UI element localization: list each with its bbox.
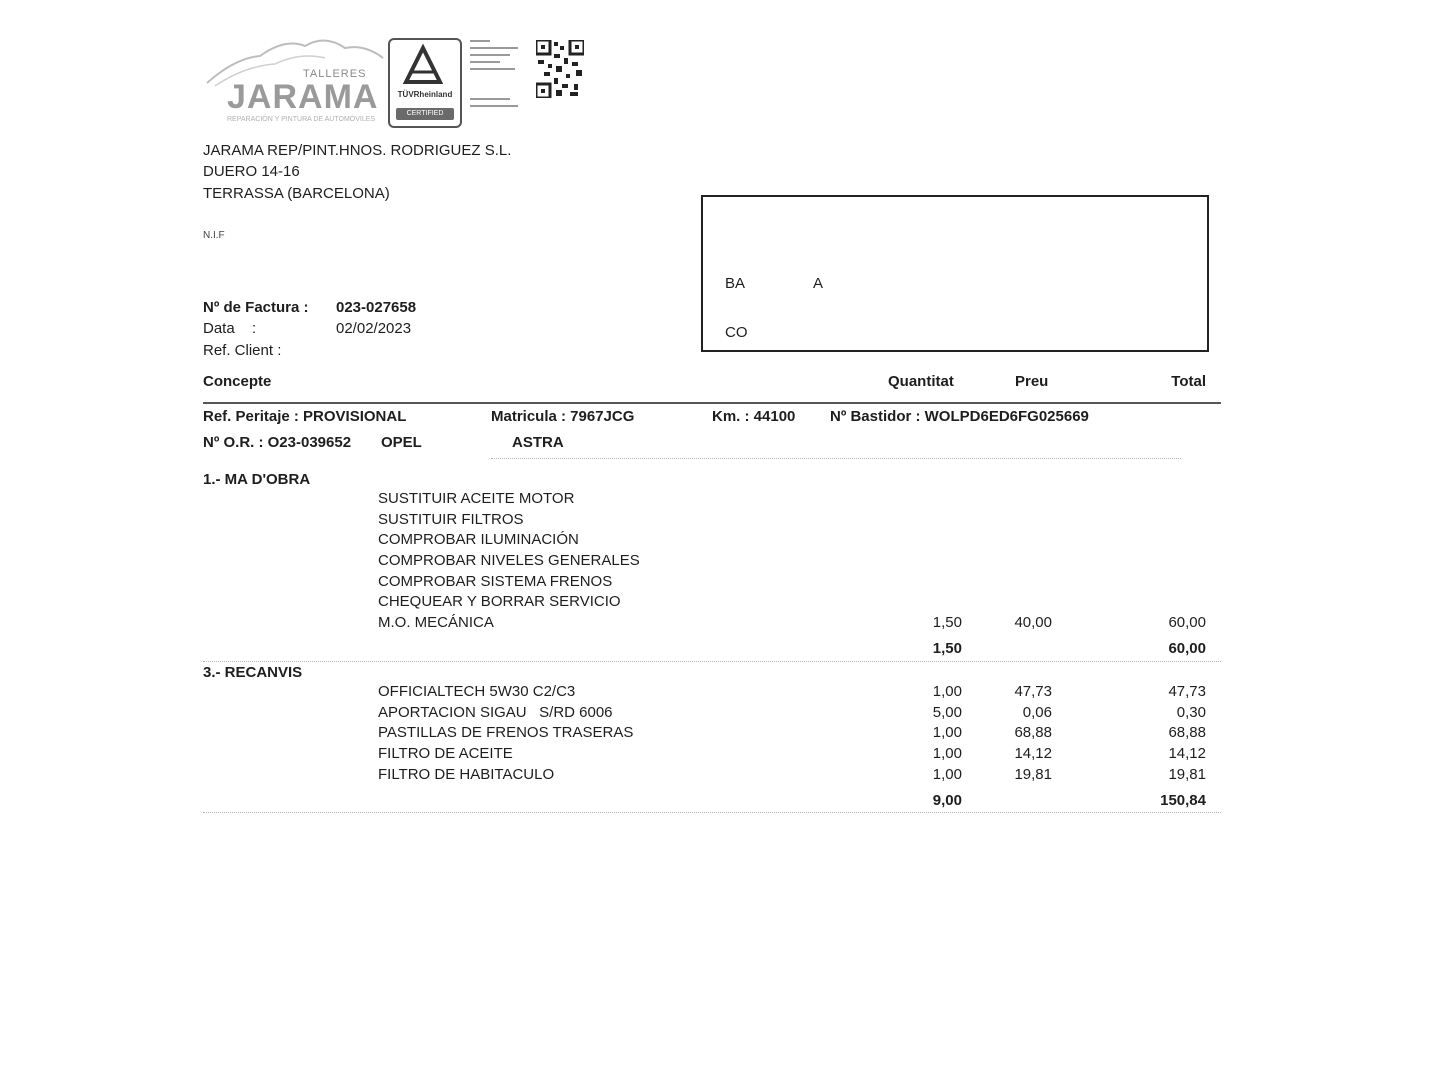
company-city: TERRASSA (BARCELONA) [203, 185, 390, 202]
client-ref-label: Ref. Client : [203, 342, 282, 359]
header-concept: Concepte [203, 373, 272, 390]
company-name: JARAMA REP/PINT.HNOS. RODRIGUEZ S.L. [203, 142, 512, 159]
logo-brand: JARAMA [227, 78, 379, 116]
part-qty: 1,00 [932, 745, 962, 762]
parts-subtotal-qty: 9,00 [932, 792, 962, 809]
vehicle-divider [491, 458, 1181, 459]
license-plate: Matricula : 7967JCG [491, 408, 635, 425]
invoice-date-colon: : [252, 320, 257, 337]
section-labour-title: 1.- MA D'OBRA [203, 471, 311, 488]
invoice-number-label: Nº de Factura : [203, 299, 309, 316]
part-desc: APORTACION SIGAU S/RD 6006 [378, 704, 613, 721]
invoice-date-label: Data [203, 320, 235, 337]
vehicle-make: OPEL [381, 434, 422, 451]
section-parts-title: 3.- RECANVIS [203, 664, 303, 681]
header-rule [203, 402, 1221, 404]
labour-total: 60,00 [1168, 614, 1206, 631]
certification-fine-print [470, 40, 530, 112]
header-price: Preu [1015, 373, 1049, 390]
repair-order: Nº O.R. : O23-039652 [203, 434, 352, 451]
part-desc: PASTILLAS DE FRENOS TRASERAS [378, 724, 634, 741]
labour-qty: 1,50 [932, 614, 962, 631]
certification-badge [388, 38, 462, 128]
labour-price: 40,00 [1014, 614, 1052, 631]
header-total: Total [1171, 373, 1206, 390]
client-city-start: BA [725, 275, 746, 292]
labour-line: COMPROBAR SISTEMA FRENOS [378, 573, 613, 590]
labour-subtotal-qty: 1,50 [932, 640, 962, 657]
vin-number: Nº Bastidor : WOLPD6ED6FG025669 [830, 408, 1089, 425]
part-qty: 1,00 [932, 766, 962, 783]
qr-code [536, 40, 584, 98]
part-desc: OFFICIALTECH 5W30 C2/C3 [378, 683, 576, 700]
part-total: 14,12 [1168, 745, 1206, 762]
triangle-icon [390, 42, 456, 90]
part-desc: FILTRO DE ACEITE [378, 745, 513, 762]
part-qty: 1,00 [932, 683, 962, 700]
labour-line: SUSTITUIR FILTROS [378, 511, 524, 528]
badge-bar: CERTIFIED [396, 108, 454, 120]
section1-divider [203, 661, 1221, 662]
expert-ref: Ref. Peritaje : PROVISIONAL [203, 408, 407, 425]
labour-line: SUSTITUIR ACEITE MOTOR [378, 490, 575, 507]
mileage: Km. : 44100 [712, 408, 796, 425]
part-qty: 1,00 [932, 724, 962, 741]
client-address-box [701, 195, 1209, 352]
logo-subtitle: TALLERES [303, 68, 367, 80]
part-price: 19,81 [1014, 766, 1052, 783]
invoice-number: 023-027658 [336, 299, 417, 316]
client-city-end: A [813, 275, 824, 292]
client-code: CO [725, 324, 748, 341]
logo-tagline: REPARACIÓN Y PINTURA DE AUTOMÓVILES [227, 116, 376, 123]
part-total: 68,88 [1168, 724, 1206, 741]
part-total: 47,73 [1168, 683, 1206, 700]
company-street: DUERO 14-16 [203, 163, 300, 180]
company-nif: N.I.F [203, 230, 225, 241]
badge-label: TÜVRheinland [397, 90, 453, 99]
part-total: 19,81 [1168, 766, 1206, 783]
labour-line: COMPROBAR ILUMINACIÓN [378, 531, 579, 548]
labour-subtotal-total: 60,00 [1168, 640, 1206, 657]
part-price: 0,06 [1022, 704, 1052, 721]
part-price: 68,88 [1014, 724, 1052, 741]
labour-priced-desc: M.O. MECÁNICA [378, 614, 494, 631]
part-desc: FILTRO DE HABITACULO [378, 766, 555, 783]
vehicle-model: ASTRA [512, 434, 564, 451]
parts-subtotal-total: 150,84 [1160, 792, 1206, 809]
part-price: 14,12 [1014, 745, 1052, 762]
part-qty: 5,00 [932, 704, 962, 721]
header-quantity: Quantitat [888, 373, 954, 390]
company-logo [205, 28, 385, 128]
part-price: 47,73 [1014, 683, 1052, 700]
labour-line: CHEQUEAR Y BORRAR SERVICIO [378, 593, 621, 610]
part-total: 0,30 [1176, 704, 1206, 721]
labour-line: COMPROBAR NIVELES GENERALES [378, 552, 640, 569]
section3-divider [203, 812, 1221, 813]
invoice-date: 02/02/2023 [336, 320, 412, 337]
